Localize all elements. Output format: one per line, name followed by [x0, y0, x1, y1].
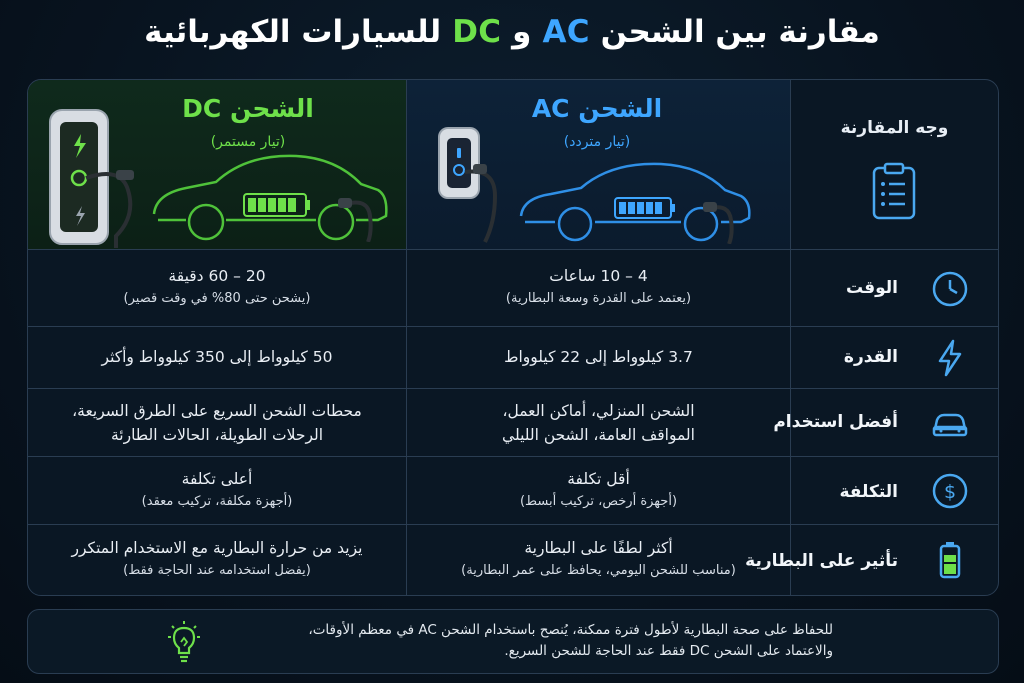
cell-sub: (أجهزة مكلفة، تركيب معقد) — [141, 494, 293, 509]
cell-main: يزيد من حرارة البطارية مع الاستخدام المتكرر — [71, 539, 363, 557]
row-label-text: تأثير على البطارية — [745, 551, 898, 571]
clipboard-icon — [871, 162, 917, 220]
ac-cost-cell — [407, 467, 790, 513]
dollar-icon — [930, 471, 970, 511]
cell-main: 4 – 10 ساعات — [549, 267, 648, 285]
title-ac: AC — [542, 14, 590, 50]
battery-icon — [930, 540, 970, 580]
cell-main: أعلى تكلفة — [181, 470, 253, 488]
lightbulb-icon — [164, 620, 204, 664]
ac-use-cell — [407, 399, 790, 447]
title-part: و — [501, 14, 543, 50]
cell-sub: (أجهزة أرخص، تركيب أبسط) — [519, 494, 678, 509]
cell-main: محطات الشحن السريع على الطرق السريعة، — [72, 402, 362, 420]
tip-line: والاعتماد على الشحن DC فقط عند الحاجة للشحن السريع. — [504, 643, 833, 659]
svg-text:$: $ — [943, 481, 957, 503]
title-part: للسيارات الكهربائية — [144, 14, 453, 50]
cell-main: أكثر لطفًا على البطارية — [524, 539, 673, 557]
dc-use-cell — [28, 399, 406, 447]
row-label-text: أفضل استخدام — [773, 412, 898, 432]
row-label-power — [791, 327, 998, 388]
cell-sub: (مناسب للشحن اليومي، يحافظ على عمر البطارية) — [461, 563, 736, 578]
cell-sub: (يعتمد على القدرة وسعة البطارية) — [505, 291, 692, 306]
cell-main: الشحن المنزلي، أماكن العمل، — [502, 402, 695, 420]
row-label-text: القدرة — [843, 347, 898, 367]
ac-title: الشحن AC — [531, 94, 663, 123]
ac-time-cell — [407, 264, 790, 310]
comparison-aspect-header — [791, 80, 998, 249]
cell-main: 50 كيلوواط إلى 350 كيلوواط وأكثر — [101, 348, 333, 366]
dc-cost-cell — [28, 467, 406, 513]
cell-sub: (يفضل استخدامه عند الحاجة فقط) — [123, 563, 311, 578]
row-label-text: الوقت — [846, 278, 898, 298]
ac-header — [407, 80, 790, 249]
row-label-battery — [745, 525, 998, 595]
cell-sub: (يشحن حتى 80% في وقت قصير) — [123, 291, 311, 306]
dc-power-cell — [28, 345, 406, 369]
tip-note — [27, 609, 999, 674]
title-dc: DC — [452, 14, 502, 50]
ac-battery-cell — [407, 536, 790, 582]
dc-car-icon — [146, 142, 396, 242]
row-label-time — [791, 250, 998, 326]
cell-main: الرحلات الطويلة، الحالات الطارئة — [110, 426, 324, 444]
dc-header — [28, 80, 406, 249]
page-title — [0, 14, 1024, 50]
ac-charger-icon — [435, 122, 525, 248]
ac-car-icon — [515, 152, 765, 244]
cell-main: أقل تكلفة — [567, 470, 630, 488]
row-label-cost — [791, 457, 998, 524]
row-label-best-use — [773, 389, 998, 456]
ac-power-cell — [407, 345, 790, 369]
tip-text — [213, 620, 833, 662]
title-part: مقارنة بين الشحن — [589, 14, 880, 50]
dc-charger-icon — [46, 106, 156, 248]
dc-battery-cell — [28, 536, 406, 582]
aspect-label: وجه المقارنة — [840, 118, 949, 138]
cell-main: 3.7 كيلوواط إلى 22 كيلوواط — [504, 348, 693, 366]
car-icon — [930, 403, 970, 443]
clock-icon — [930, 269, 970, 309]
dc-time-cell — [28, 264, 406, 310]
dc-title: الشحن DC — [182, 94, 314, 123]
dc-subtitle: (تيار مستمر) — [210, 134, 286, 150]
lightning-icon — [930, 338, 970, 378]
cell-main: 20 – 60 دقيقة — [168, 267, 266, 285]
row-label-text: التكلفة — [839, 482, 898, 502]
cell-main: المواقف العامة، الشحن الليلي — [502, 426, 695, 444]
tip-line: للحفاظ على صحة البطارية لأطول فترة ممكنة، يُنصح باستخدام الشحن AC في معظم الأوقات، — [308, 622, 833, 638]
ac-subtitle: (تيار متردد) — [563, 134, 631, 150]
comparison-table — [27, 79, 999, 596]
